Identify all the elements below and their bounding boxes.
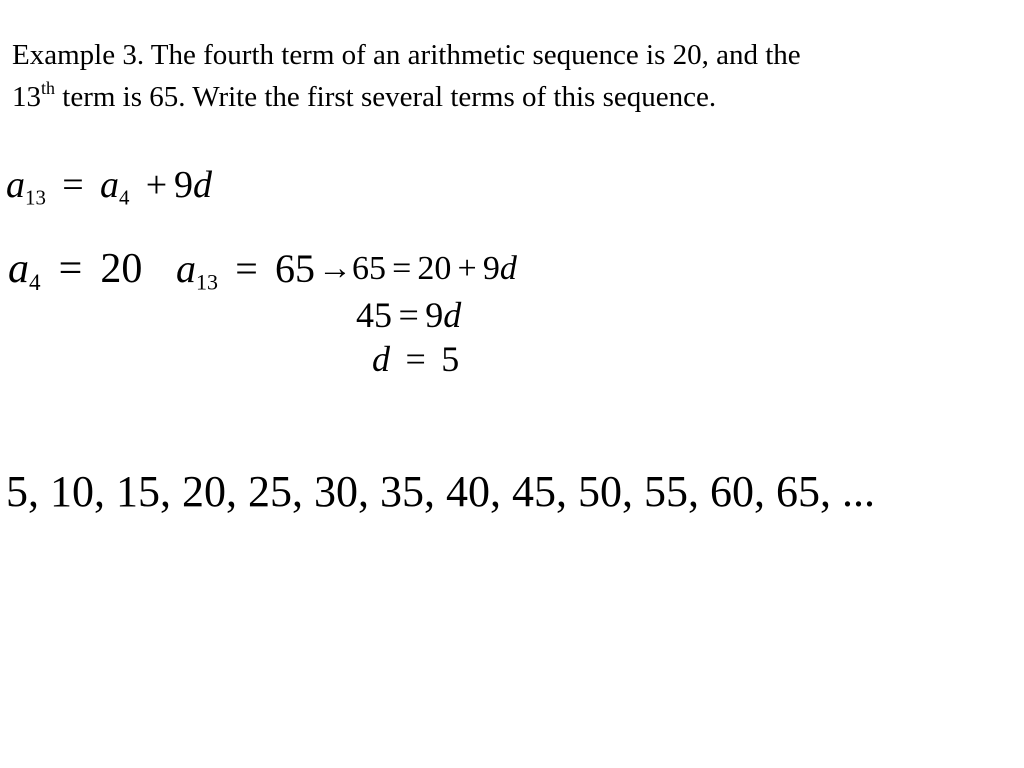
- a4-value: 20: [417, 250, 452, 287]
- d-value: 5: [441, 339, 460, 379]
- var-a4: $a_4$: [8, 246, 41, 296]
- arrow-icon: →: [318, 250, 352, 287]
- equals-sign: =: [392, 250, 412, 287]
- var-a13: $a_{13}$: [176, 246, 218, 295]
- problem-line-2-text: term is 65. Write the first several terms of this sequence.: [55, 81, 717, 113]
- coefficient: 9: [425, 295, 444, 335]
- problem-line-1: Example 3. The fourth term of an arithmetic sequence is 20, and the: [12, 39, 801, 71]
- problem-statement: [12, 34, 1012, 118]
- equals-sign: =: [235, 246, 258, 291]
- problem-line-2: [12, 76, 1012, 118]
- a13-value: 65: [274, 246, 315, 291]
- plus-sign: +: [145, 164, 168, 206]
- term-number: 13: [12, 81, 41, 113]
- substitution-equation: [318, 250, 517, 288]
- a4-value: 20: [100, 246, 143, 292]
- equals-sign: =: [405, 339, 426, 379]
- equals-sign: =: [62, 164, 84, 206]
- plus-sign: +: [457, 250, 477, 287]
- result-equation: [372, 338, 459, 380]
- general-term-equation: [6, 163, 213, 210]
- var-a4: $a_4$: [99, 164, 130, 210]
- var-d: d: [193, 164, 213, 206]
- given-a4-equation: [8, 245, 143, 296]
- lhs-value: 45: [356, 295, 392, 335]
- given-a13-equation: [176, 245, 315, 295]
- lhs-value: 65: [352, 250, 386, 287]
- equals-sign: =: [398, 295, 419, 335]
- var-d: d: [443, 295, 462, 335]
- var-a13: $a_{13}$: [6, 164, 46, 210]
- coefficient: 9: [482, 250, 500, 287]
- equals-sign: =: [58, 246, 83, 292]
- sequence-terms: 5, 10, 15, 20, 25, 30, 35, 40, 45, 50, 55, 60, 65, ...: [6, 467, 875, 516]
- var-d: d: [499, 250, 517, 287]
- coefficient: 9: [174, 164, 194, 206]
- simplified-equation: [356, 294, 461, 336]
- ordinal-suffix: th: [41, 78, 56, 98]
- var-d: d: [372, 339, 390, 379]
